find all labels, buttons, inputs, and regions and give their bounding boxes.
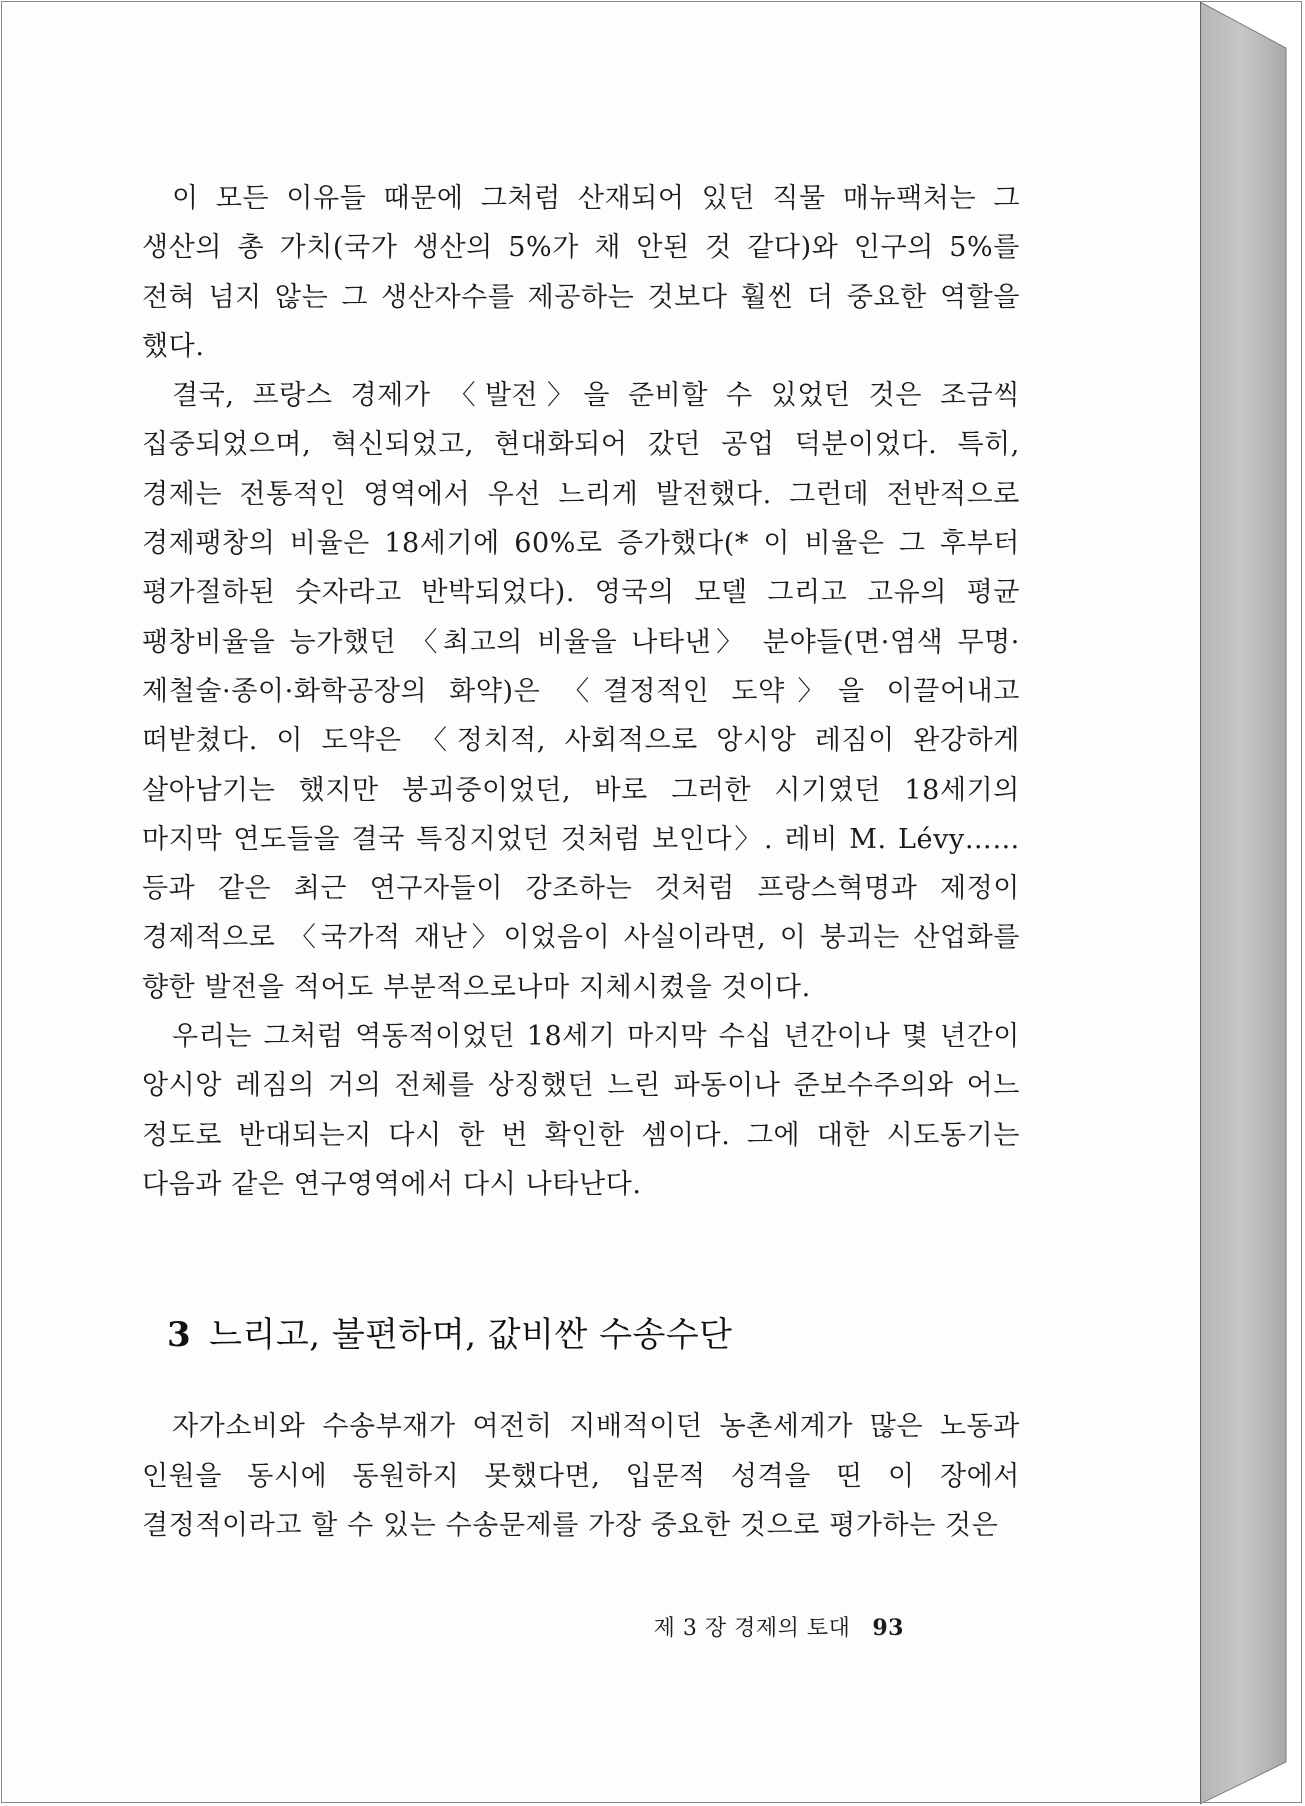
section-number: 3 xyxy=(167,1315,192,1355)
body-text xyxy=(142,174,1020,1209)
paragraph-2: 결국, 프랑스 경제가 〈발전〉을 준비할 수 있었던 것은 조금씩 집중되었으며, 혁신되었고, 현대화되어 갔던 공업 덕분이었다. 특히, 경제는 전통적인 영역에서 우선 느리게 발전했다. 그런데 전반적으로 경제팽창의 비율은 18세기에 60%로 증가했다(* 이 비율은 그 후부터 평가절하된 숫자라고 반박되었다). 영국의 모델 그리고 고유의 평균 팽창비율을 능가했던 〈최고의 비율을 나타낸〉 분야들(면·염색 무명·제철술·종이·화학공장의 화약)은 〈결정적인 도약〉을 이끌어내고 떠받쳤다. 이 도약은 〈정치적, 사회적으로 앙시앙 레짐이 완강하게 살아남기는 했지만 붕괴중이었던, 바로 그러한 시기였던 18세기의 마지막 연도들을 결국 특징지었던 것처럼 보인다〉. 레비 M. Lévy…… 등과 같은 최근 연구자들이 강조하는 것처럼 프랑스혁명과 제정이 경제적으로 〈국가적 재난〉이었음이 사실이라면, 이 붕괴는 산업화를 향한 발전을 적어도 부분적으로나마 지체시켰을 것이다. xyxy=(142,380,1020,1003)
section-body-text xyxy=(142,1402,1020,1551)
section-paragraph-1: 자가소비와 수송부재가 여전히 지배적이던 농촌세계가 많은 노동과 인원을 동시에 동원하지 못했다면, 입문적 성격을 띤 이 장에서 결정적이라고 할 수 있는 수송문제를 가장 중요한 것으로 평가하는 것은 xyxy=(142,1411,1020,1541)
page-number: 93 xyxy=(872,1615,904,1641)
paragraph-3: 우리는 그처럼 역동적이었던 18세기 마지막 수십 년간이나 몇 년간이 앙시앙 레짐의 거의 전체를 상징했던 느린 파동이나 준보수주의와 어느 정도로 반대되는지 다시 한 번 확인한 셈이다. 그에 대한 시도동기는 다음과 같은 연구영역에서 다시 나타난다. xyxy=(142,1021,1020,1200)
page xyxy=(2,2,1200,1802)
section-heading xyxy=(167,1307,733,1356)
book-edge-svg xyxy=(1200,0,1290,1806)
running-footer xyxy=(654,1611,904,1642)
section-title: 느리고, 불편하며, 값비싼 수송수단 xyxy=(209,1315,733,1355)
book-edge-graphic xyxy=(1200,0,1290,1806)
paragraph-1: 이 모든 이유들 때문에 그처럼 산재되어 있던 직물 매뉴팩처는 그 생산의 총 가치(국가 생산의 5%가 채 안된 것 같다)와 인구의 5%를 전혀 넘지 않는 그 생산자수를 제공하는 것보다 훨씬 더 중요한 역할을 했다. xyxy=(142,183,1020,362)
chapter-label: 제 3 장 경제의 토대 xyxy=(653,1616,851,1641)
